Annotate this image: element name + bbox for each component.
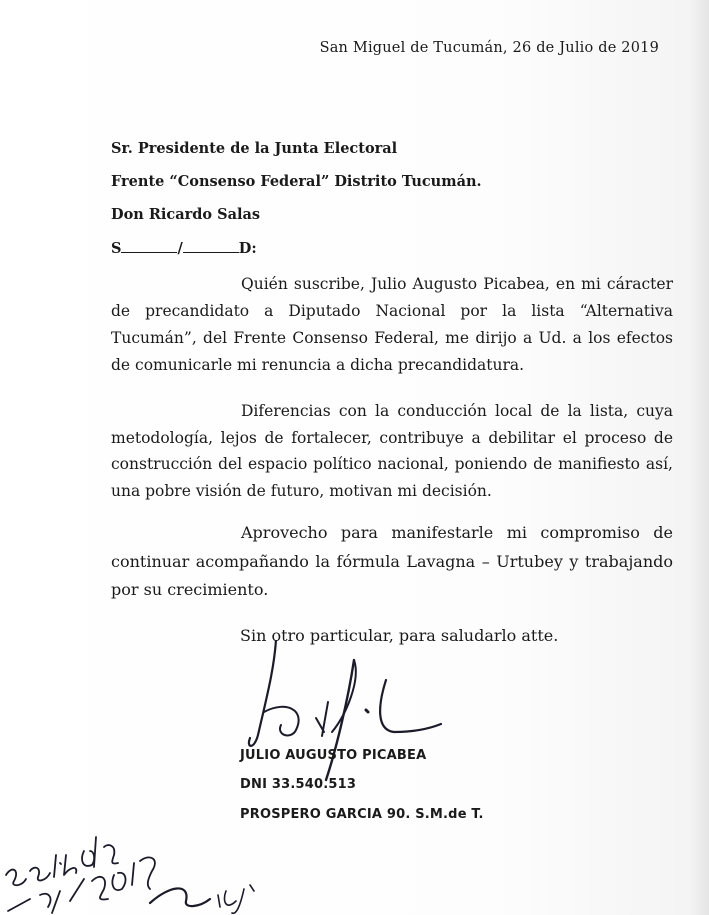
closing-line: Sin otro particular, para saludarlo atte. [240,626,559,645]
salutation-d: D: [238,240,257,257]
paragraph-reasons: Diferencias con la conducción local de la lista, cuya metodología, lejos de fortalecer, contribuye a debilitar el proceso de construcción del espacio político nacional, poniendo de manifiesto así, una pobre visión de futuro, motivan mi decisión. [111,402,673,500]
recipient-name: Don Ricardo Salas [111,206,261,223]
paragraph-resignation: Quién suscribe, Julio Augusto Picabea, en mi cáracter de precandidato a Diputado Nacional por la lista “Alternativa Tucumán”, del Frente Consenso Federal, me dirijo a Ud. a los efectos de comunicarle mi renuncia a dicha precandidatura. [111,275,673,374]
recipient-organization: Frente “Consenso Federal” Distrito Tucumán. [111,173,482,190]
blank-line [183,242,239,253]
blank-line [121,242,177,253]
page-edge-shadow [689,0,709,915]
recipient-title: Sr. Presidente de la Junta Electoral [111,140,398,157]
signature [236,640,456,800]
handwritten-received-note [0,815,330,915]
salutation [111,240,257,257]
signatory-name: JULIO AUGUSTO PICABEA [240,748,427,763]
paragraph-commitment: Aprovecho para manifestarle mi compromiso de continuar acompañando la fórmula Lavagna – Urtubey y trabajando por su crecimiento. [111,523,673,599]
place-date: San Miguel de Tucumán, 26 de Julio de 2019 [319,40,659,56]
signatory-dni: DNI 33.540.513 [240,777,357,792]
salutation-s: S [111,240,122,257]
signatory-address: PROSPERO GARCIA 90. S.M.de T. [240,807,484,822]
salutation-slash: / [177,240,183,257]
